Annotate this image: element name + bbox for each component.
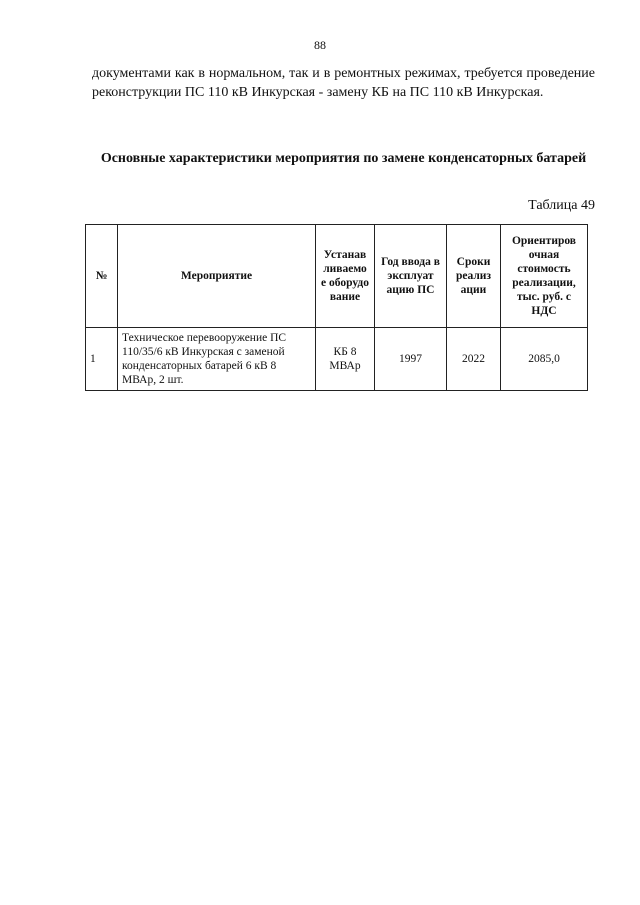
header-measure: Мероприятие — [118, 225, 316, 328]
cell-commission-year: 1997 — [375, 328, 447, 391]
page-number: 88 — [314, 38, 326, 52]
body-paragraph: документами как в нормальном, так и в ремонтных режимах, требуется проведение реконструкции ПС 110 кВ Инкурская - замену КБ на ПС 110 кВ Инкурская. — [92, 66, 595, 100]
header-commission-year: Год ввода в эксплуат ацию ПС — [375, 225, 447, 328]
measures-table — [85, 224, 588, 391]
table-caption: Таблица 49 — [528, 198, 595, 213]
header-implementation-period: Сроки реализ ации — [447, 225, 501, 328]
section-heading: Основные характеристики мероприятия по замене конденсаторных батарей — [100, 151, 587, 166]
cell-implementation-period: 2022 — [447, 328, 501, 391]
header-number: № — [86, 225, 118, 328]
header-estimated-cost: Ориентиров очная стоимость реализации, тыс. руб. с НДС — [501, 225, 588, 328]
cell-measure: Техническое перевооружение ПС 110/35/6 кВ Инкурская с заменой конденсаторных батарей 6 кВ 8 МВАр, 2 шт. — [118, 328, 316, 391]
cell-estimated-cost: 2085,0 — [501, 328, 588, 391]
header-equipment: Устанав ливаемо е оборудо вание — [316, 225, 375, 328]
cell-equipment: КБ 8 МВАр — [316, 328, 375, 391]
table-row — [86, 328, 588, 391]
table-header-row — [86, 225, 588, 328]
cell-number: 1 — [86, 328, 118, 391]
